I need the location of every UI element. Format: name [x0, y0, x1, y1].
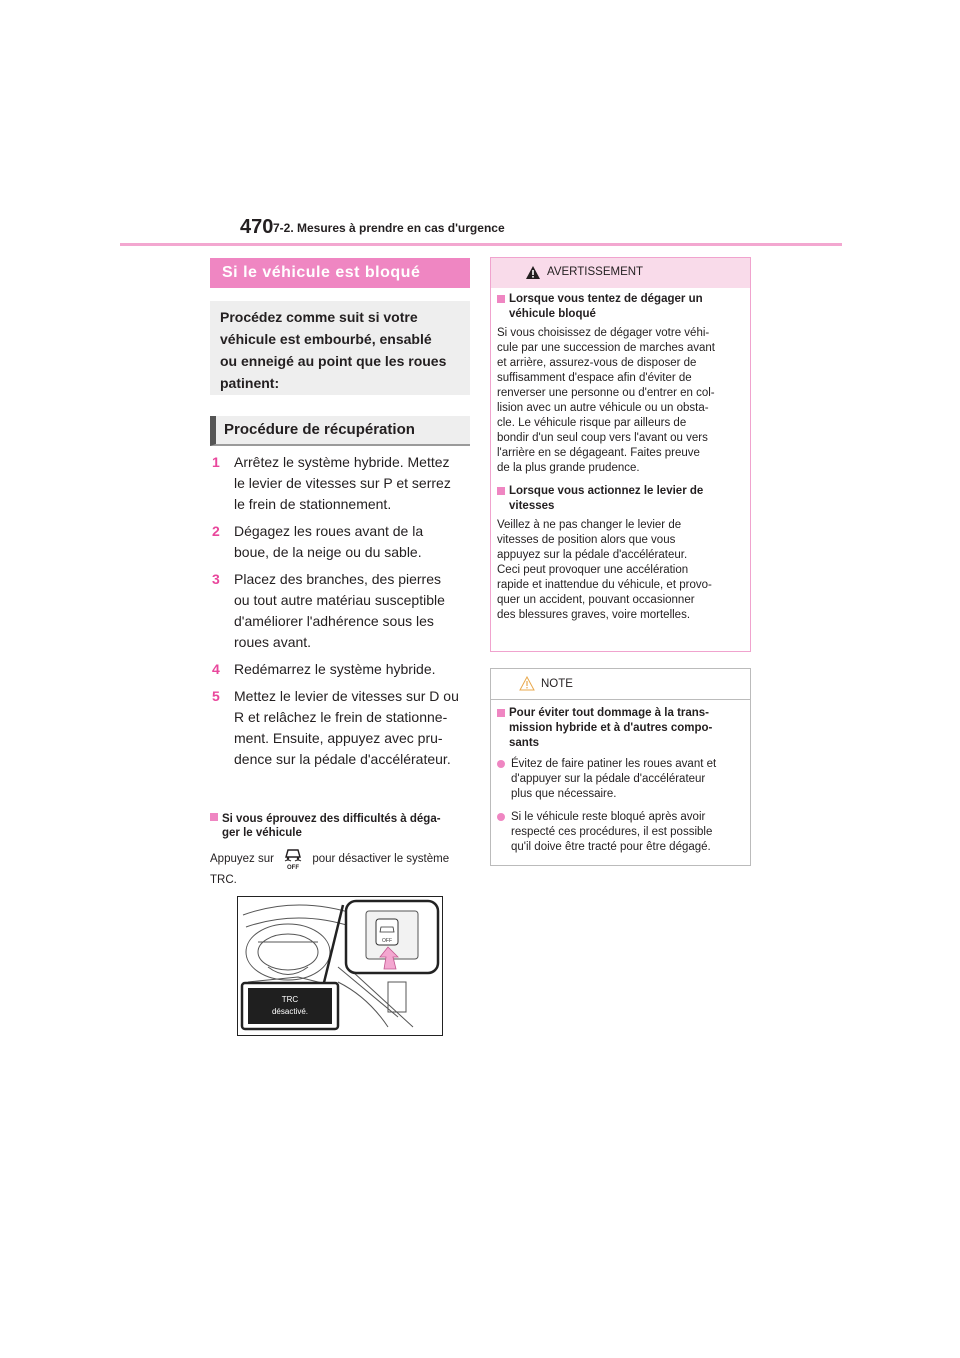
dot-bullet-icon [497, 760, 505, 768]
press-instruction: Appuyez sur OFF pour désactiver le système TRC. [210, 848, 472, 890]
step-number: 4 [212, 661, 220, 677]
square-bullet-icon [497, 487, 505, 495]
dashboard-illustration [237, 896, 443, 1036]
note-box [490, 668, 751, 866]
caution-triangle-icon [519, 676, 535, 691]
note-header [491, 669, 750, 700]
subsection-title: Procédure de récupération [210, 416, 470, 446]
warning-box [490, 257, 751, 652]
intro-line: patinent: [220, 375, 280, 391]
note-heading: Pour éviter tout dommage à la trans- mission hybride et à d'autres compo- sants [497, 706, 744, 751]
steps-list [212, 452, 474, 776]
intro-line: Procédez comme suit si votre [220, 309, 418, 325]
step-line: Mettez le levier de vitesses sur D ou [234, 688, 459, 704]
step-line: d'améliorer l'adhérence sous les [234, 613, 434, 629]
step-line: Dégagez les roues avant de la [234, 523, 424, 539]
warning-triangle-icon [525, 265, 541, 280]
step-number: 1 [212, 454, 220, 470]
warning-text: Veillez à ne pas changer le levier de vitesses de position alors que vous appuyez sur la pédale d'accélérateur. Ceci peut provoquer une accélération rapide et inattendue du véhicule, et provo- quer un accident, pouvant occasionner des blessures graves, voire mortelles. [497, 519, 712, 621]
step-number: 2 [212, 523, 220, 539]
warning-header [491, 258, 750, 288]
square-bullet-icon [497, 709, 505, 717]
intro-line: ou enneigé au point que les roues [220, 353, 447, 369]
step-line: roues avant. [234, 634, 312, 650]
warning-text: Si vous choisissez de dégager votre véhi- cule par une succession de marches avant et arrière, assurez-vous de disposer de suffisamment d'espace afin d'éviter de renverser une personne ou d'entrer en col- lision avec un autre véhicule ou un obsta- cle. Le véhicule risque par ailleurs de bondir d'un seul coup vers l'avant ou vers l'arrière en se dégageant. Faites preuve de la plus grande prudence. [497, 327, 715, 474]
step-line: ou tout autre matériau susceptible [234, 592, 445, 608]
dot-bullet-icon [497, 813, 505, 821]
step-line: Placez des branches, des pierres [234, 571, 441, 587]
note-bullet: Si le véhicule reste bloqué après avoir respecté ces procédures, il est possible qu'il doive être tracté pour être dégagé. [497, 810, 744, 855]
screen-message [248, 988, 332, 1024]
step-item [212, 659, 474, 680]
square-bullet-icon [497, 295, 505, 303]
step-line: boue, de la neige ou du sable. [234, 544, 422, 560]
chapter-title: 7-2. Mesures à prendre en cas d'urgence [273, 221, 505, 235]
intro-box [210, 301, 470, 395]
step-line: le levier de vitesses sur P et serrez [234, 475, 451, 491]
note-label: NOTE [541, 678, 573, 690]
step-item [212, 521, 474, 563]
note-bullet: Évitez de faire patiner les roues avant et d'appuyer sur la pédale d'accélérateur plus que nécessaire. [497, 757, 744, 802]
step-line: le frein de stationnement. [234, 496, 392, 512]
square-bullet-icon [210, 813, 218, 821]
trc-off-icon [279, 848, 307, 870]
svg-text:OFF: OFF [287, 865, 300, 870]
step-item [212, 452, 474, 515]
warning-heading: Lorsque vous tentez de dégager un véhicule bloqué [497, 292, 744, 322]
svg-text:OFF: OFF [382, 938, 392, 944]
step-item [212, 569, 474, 653]
section-title: Si le véhicule est bloqué [210, 258, 470, 288]
page-number: 470 [240, 216, 274, 238]
warning-heading: Lorsque vous actionnez le levier de vitesses [497, 484, 744, 514]
step-line: R et relâchez le frein de stationne- [234, 709, 448, 725]
svg-text:désactivé.: désactivé. [271, 1007, 309, 1016]
intro-line: véhicule est embourbé, ensablé [220, 331, 432, 347]
dashboard-drawing [238, 897, 442, 1035]
step-number: 3 [212, 571, 220, 587]
step-line: Redémarrez le système hybride. [234, 661, 436, 677]
step-item [212, 686, 474, 770]
step-line: ment. Ensuite, appuyez avec pru- [234, 730, 443, 746]
step-line: dence sur la pédale d'accélérateur. [234, 751, 451, 767]
warning-label: AVERTISSEMENT [547, 266, 644, 278]
difficulty-heading: Si vous éprouvez des difficultés à déga- ger le véhicule [210, 812, 472, 840]
svg-text:TRC: TRC [281, 995, 299, 1004]
step-line: Arrêtez le système hybride. Mettez [234, 454, 450, 470]
step-number: 5 [212, 688, 220, 704]
header-rule [120, 243, 842, 246]
